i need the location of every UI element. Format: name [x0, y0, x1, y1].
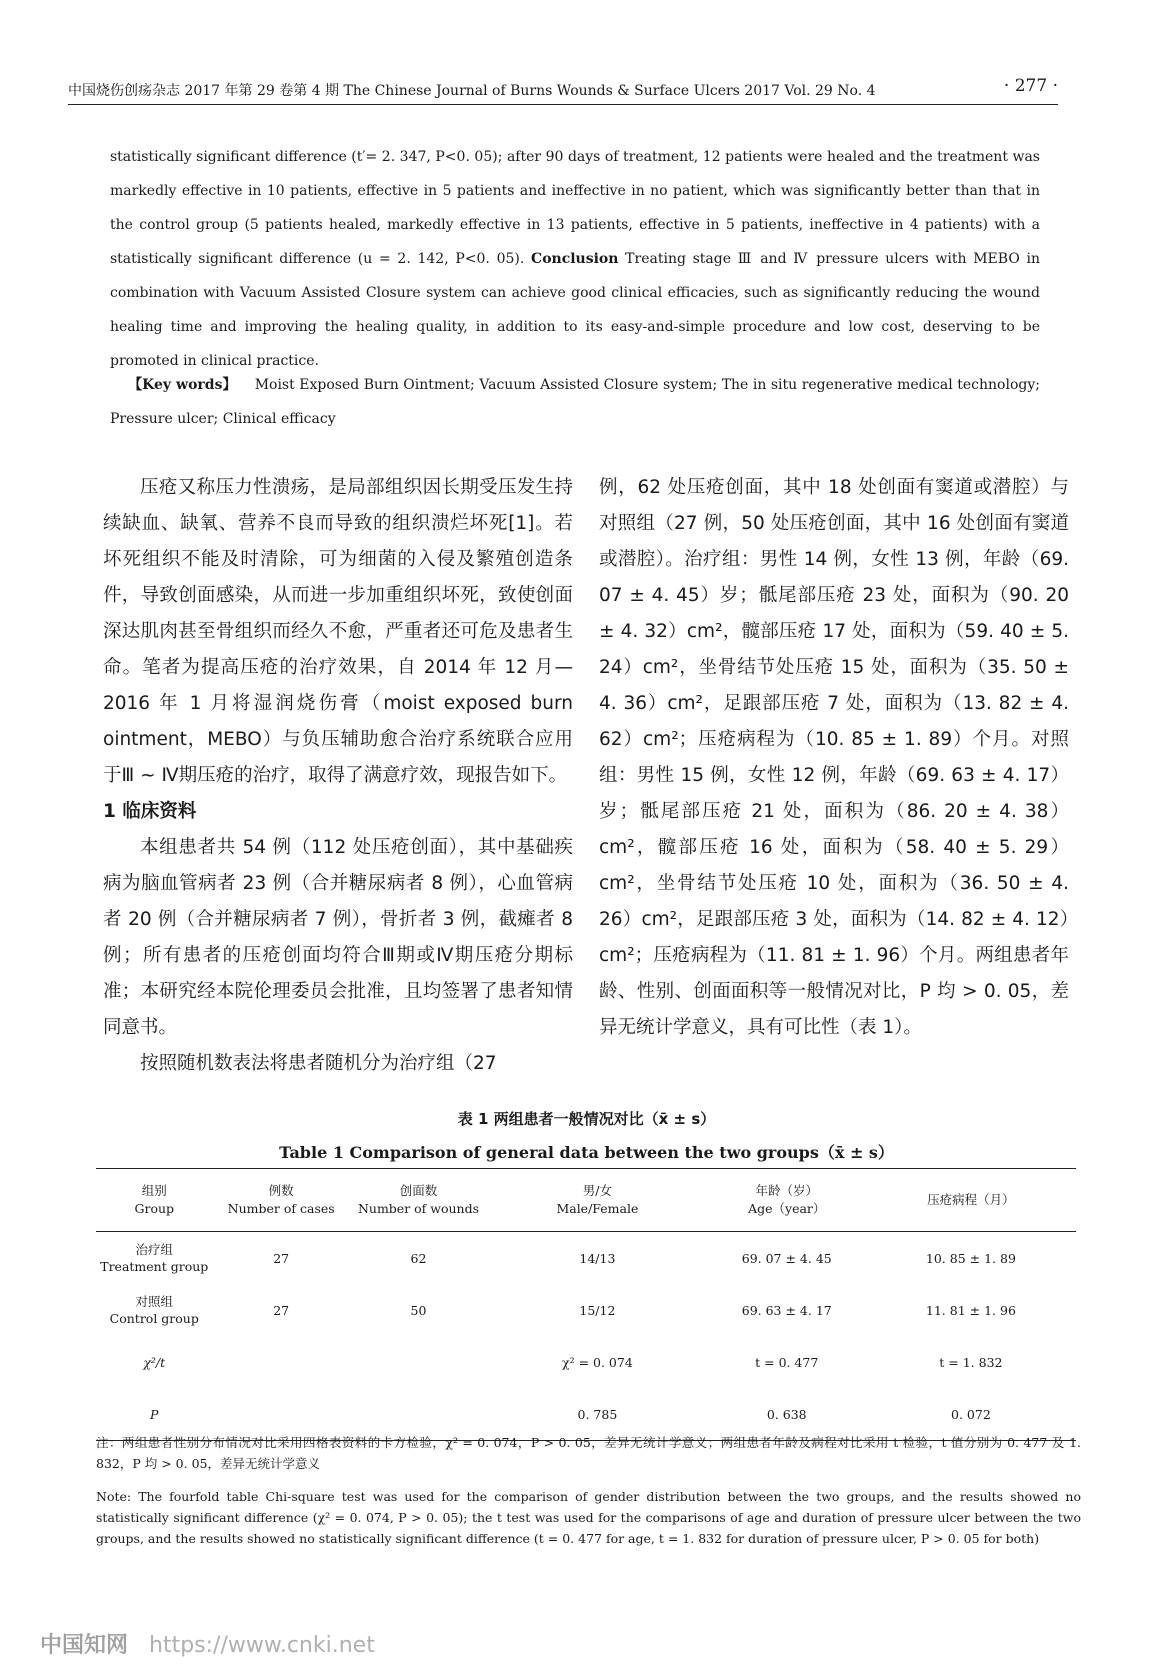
cell-cases: 27 [273, 1302, 290, 1318]
header-wounds: 创面数 Number of wounds [350, 1169, 487, 1232]
cell-male-female: 15/12 [579, 1302, 616, 1318]
cell-male-female: χ² = 0. 074 [562, 1354, 633, 1370]
cell-male-female: 0. 785 [487, 1388, 708, 1441]
cell-wounds [350, 1336, 487, 1388]
cell-wounds: 50 [410, 1302, 427, 1318]
grouping-paragraph-start: 按照随机数表法将患者随机分为治疗组（27 [140, 1053, 497, 1074]
conclusion-label: Conclusion [531, 251, 619, 267]
abstract-text [110, 140, 1040, 378]
header-cases: 例数 Number of cases [213, 1169, 350, 1232]
cnki-watermark [40, 1628, 375, 1659]
running-header [68, 76, 1058, 105]
intro-paragraph: 压疮又称压力性溃疡，是局部组织因长期受压发生持续缺血、缺氧、营养不良而导致的组织溃烂坏死[1]。若坏死组织不能及时清除，可为细菌的入侵及繁殖创造条件，导致创面感染，从而进一步加重组织坏死，致使创面深达肌肉甚至骨组织而经久不愈，严重者还可危及患者生命。笔者为提高压疮的治疗效果，自 2014 年 12 月—2016 年 1 月将湿润烧伤膏（moist exposed burn ointment，MEBO）与负压辅助愈合治疗系统联合应用于Ⅲ ~ Ⅳ期压疮的治疗，取得了满意疗效，现报告如下。 [103, 477, 573, 786]
keywords [110, 368, 1040, 436]
watermark-name: 中国知网 [40, 1633, 129, 1658]
clinical-paragraph: 本组患者共 54 例（112 处压疮创面），其中基础疾病为脑血管病者 23 例（合并糖尿病者 8 例），心血管病者 20 例（合并糖尿病者 7 例），骨折者 3 例，截瘫者 8 例；所有患者的压疮创面均符合Ⅲ期或Ⅳ期压疮分期标准；本研究经本院伦理委员会批准，且均签署了患者知情同意书。 [103, 837, 573, 1038]
cell-age: 0. 638 [708, 1388, 866, 1441]
left-column [103, 470, 573, 1082]
keywords-label: 【Key words】 [128, 377, 237, 393]
cell-group: 对照组 Control group [109, 1294, 199, 1326]
cell-duration: 11. 81 ± 1. 96 [925, 1302, 1016, 1318]
table-row [96, 1232, 1076, 1285]
cell-group: χ²/t [143, 1354, 166, 1370]
header-group: 组别 Group [96, 1169, 213, 1232]
header-age: 年龄（岁） Age（year） [708, 1169, 866, 1232]
conclusion-text: Treating stage Ⅲ and Ⅳ pressure ulcers with MEBO in combination with Vacuum Assisted Closure system can achieve good clinical efficacies, such as significantly reducing the wound healing time and improving the healing quality, in addition to its easy-and-simple procedure and low cost, deserving to be promoted in clinical practice. [110, 251, 1041, 369]
journal-header: 中国烧伤创疡杂志 2017 年第 29 卷第 4 期 The Chinese Journal of Burns Wounds & Surface Ulcers 2017 Vol. 29 No. 4 [68, 83, 876, 99]
cell-group: 治疗组 Treatment group [100, 1242, 209, 1274]
header-male-female: 男/女 Male/Female [487, 1169, 708, 1232]
table-header-row [96, 1169, 1076, 1232]
cell-age: t = 0. 477 [755, 1354, 819, 1370]
table-note-cn: 注：两组患者性别分布情况对比采用四格表资料的卡方检验，χ² = 0. 074，P > 0. 05，差异无统计学意义；两组患者年龄及病程对比采用 t 检验，t 值分别为 0. 477 及 1. 832，P 均 > 0. 05，差异无统计学意义 [96, 1435, 1081, 1471]
table-note-en: Note: The fourfold table Chi-square test was used for the comparison of gender distribution between the two groups, and the results showed no statistically significant difference (χ² = 0. 074, P > 0. 05); the t test was used for the comparisons of age and duration of pressure ulcer between the two groups, and the results showed no statistically significant difference (t = 0. 477 for age, t = 1. 832 for duration of pressure ulcer, P > 0. 05 for both) [96, 1489, 1081, 1546]
cell-wounds: 62 [410, 1250, 427, 1266]
header-duration: 压疮病程（月） [866, 1169, 1076, 1232]
cell-duration: t = 1. 832 [939, 1354, 1003, 1370]
cell-age: 69. 07 ± 4. 45 [741, 1250, 832, 1266]
table-caption-cn: 表 1 两组患者一般情况对比（x̄ ± s） [457, 1110, 716, 1128]
grouping-paragraph-cont: 例，62 处压疮创面，其中 18 处创面有窦道或潜腔）与对照组（27 例，50 处压疮创面，其中 16 处创面有窦道或潜腔）。治疗组：男性 14 例，女性 13 例，年龄（69. 07 ± 4. 45）岁；骶尾部压疮 23 处，面积为（90. 20 ± 4. 32）cm²，髋部压疮 17 处，面积为（59. 40 ± 5. 24）cm²，坐骨结节处压疮 15 处，面积为（35. 50 ± 4. 36）cm²，足跟部压疮 7 处，面积为（13. 82 ± 4. 62）cm²；压疮病程为（10. 85 ± 1. 89）个月。对照组：男性 15 例，女性 12 例，年龄（69. 63 ± 4. 17）岁；骶尾部压疮 21 处，面积为（86. 20 ± 4. 38）cm²，髋部压疮 16 处，面积为（58. 40 ± 5. 29）cm²，坐骨结节处压疮 10 处，面积为（36. 50 ± 4. 26）cm²，足跟部压疮 3 处，面积为（14. 82 ± 4. 12）cm²；压疮病程为（11. 81 ± 1. 96）个月。两组患者年龄、性别、创面面积等一般情况对比，P 均 > 0. 05，差异无统计学意义，具有可比性（表 1）。 [599, 477, 1069, 1038]
abstract [110, 140, 1040, 378]
table-row [96, 1284, 1076, 1336]
table-row [96, 1336, 1076, 1388]
cell-duration: 0. 072 [866, 1388, 1076, 1441]
page-number: · 277 · [1003, 76, 1058, 96]
keywords-text: Moist Exposed Burn Ointment; Vacuum Assisted Closure system; The in situ regenerative medical technology; Pressure ulcer; Clinical efficacy [110, 377, 1040, 427]
cell-male-female: 14/13 [579, 1250, 616, 1266]
right-column [599, 470, 1069, 1046]
watermark-url: https://www.cnki.net [149, 1633, 375, 1658]
general-data-table [96, 1168, 1076, 1441]
cell-duration: 10. 85 ± 1. 89 [925, 1250, 1016, 1266]
cell-cases [213, 1336, 350, 1388]
cell-group: P [96, 1388, 213, 1441]
cell-age: 69. 63 ± 4. 17 [741, 1302, 832, 1318]
section-title: 1 临床资料 [103, 801, 197, 822]
table-caption-en: Table 1 Comparison of general data between the two groups（x̄ ± s） [279, 1143, 894, 1162]
abstract-results: statistically significant difference (t′= 2. 347, P<0. 05); after 90 days of treatment, 12 patients were healed and the treatment was markedly effective in 10 patients, effective in 5 patients and ineffective in no patient, which was significantly better than that in the control group (5 patients healed, markedly effective in 13 patients, effective in 5 patients, ineffective in 4 patients) with a statistically significant difference (u = 2. 142, P<0. 05). [110, 149, 1040, 267]
cell-cases: 27 [273, 1250, 290, 1266]
